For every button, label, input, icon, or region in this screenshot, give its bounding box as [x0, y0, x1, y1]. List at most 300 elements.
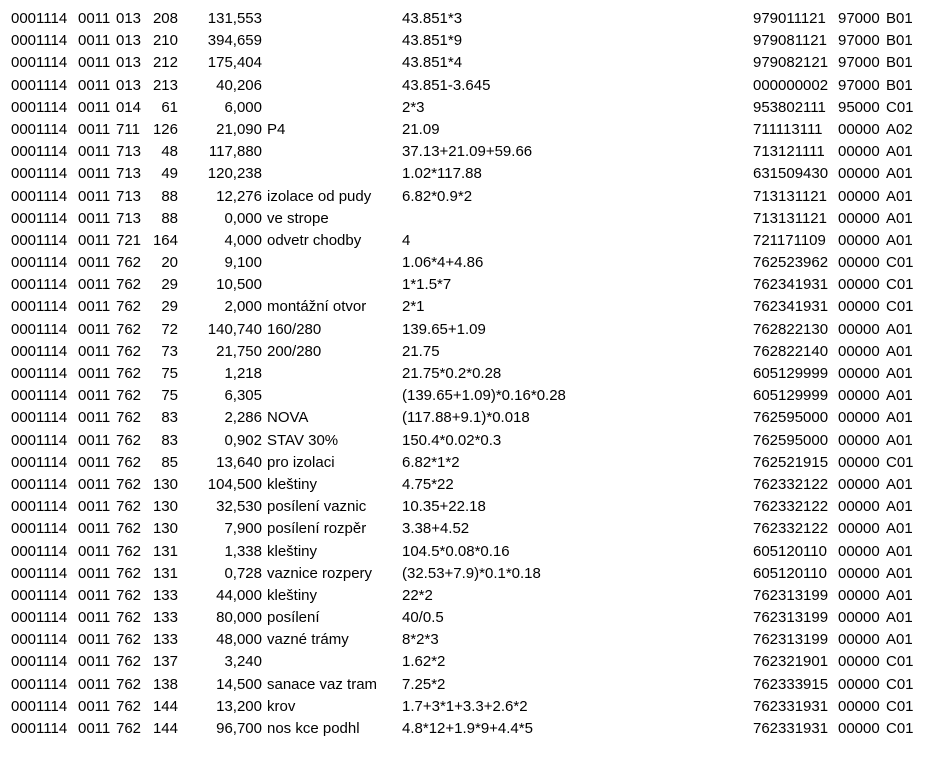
subcode: 00000: [838, 498, 880, 516]
catalog-code: 713131121: [753, 187, 827, 205]
subcode: 97000: [838, 10, 880, 27]
item-number: 126: [152, 120, 178, 138]
section-code: 0011: [78, 254, 111, 272]
section-code: 0011: [78, 76, 111, 94]
group-code: 762: [116, 298, 142, 316]
item-number: 133: [152, 609, 178, 627]
formula-text: 6.82*0.9*2: [402, 187, 473, 205]
table-row: [0, 319, 927, 341]
quantity-value: 2,000: [224, 298, 262, 316]
table-row: [0, 208, 927, 230]
table-row: [0, 452, 927, 474]
part-number: 0001114: [11, 498, 68, 516]
item-number: 212: [152, 54, 178, 72]
subcode: 00000: [838, 453, 880, 471]
catalog-code: 605120110: [753, 542, 827, 560]
part-number: 0001114: [11, 298, 68, 316]
formula-text: (139.65+1.09)*0.16*0.28: [402, 387, 566, 405]
note-text: odvetr chodby: [267, 231, 362, 249]
table-row: [0, 430, 927, 452]
note-text: P4: [267, 120, 286, 138]
subcode: 00000: [838, 276, 880, 294]
class-code: A01: [886, 409, 913, 427]
table-row: [0, 186, 927, 208]
group-code: 762: [116, 631, 142, 649]
class-code: C01: [886, 98, 914, 116]
catalog-code: 762595000: [753, 431, 829, 449]
group-code: 762: [116, 675, 142, 693]
section-code: 0011: [78, 653, 111, 671]
group-code: 762: [116, 498, 142, 516]
subcode: 00000: [838, 542, 880, 560]
catalog-code: 762331931: [753, 720, 829, 737]
quantity-value: 1,338: [224, 542, 262, 560]
section-code: 0011: [78, 387, 111, 405]
quantity-value: 48,000: [216, 631, 262, 649]
part-number: 0001114: [11, 342, 68, 360]
formula-text: 43.851*3: [402, 10, 463, 27]
catalog-code: 953802111: [753, 98, 826, 116]
table-row: [0, 607, 927, 629]
note-text: nos kce podhl: [267, 720, 360, 737]
group-code: 013: [116, 54, 142, 72]
catalog-code: 000000002: [753, 76, 829, 94]
subcode: 00000: [838, 431, 880, 449]
quantity-value: 1,218: [224, 365, 262, 382]
item-number: 48: [161, 143, 178, 161]
quantity-value: 40,206: [216, 76, 262, 94]
group-code: 013: [116, 32, 142, 50]
table-row: [0, 274, 927, 296]
table-row: [0, 75, 927, 97]
part-number: 0001114: [11, 653, 68, 671]
quantity-value: 104,500: [207, 475, 262, 493]
class-code: C01: [886, 276, 914, 294]
formula-text: (32.53+7.9)*0.1*0.18: [402, 564, 541, 582]
formula-text: 150.4*0.02*0.3: [402, 431, 502, 449]
part-number: 0001114: [11, 475, 68, 493]
quantity-value: 12,276: [216, 187, 262, 205]
catalog-code: 762332122: [753, 498, 829, 516]
note-text: 160/280: [267, 320, 322, 338]
catalog-code: 605129999: [753, 387, 829, 405]
class-code: C01: [886, 653, 914, 671]
class-code: A01: [886, 209, 913, 227]
quantity-value: 117,880: [208, 143, 262, 161]
item-number: 61: [161, 98, 178, 116]
item-number: 130: [152, 475, 178, 493]
formula-text: 43.851*4: [402, 54, 463, 72]
catalog-code: 713121111: [753, 143, 825, 161]
part-number: 0001114: [11, 631, 68, 649]
quantity-value: 120,238: [207, 165, 262, 183]
group-code: 762: [116, 475, 142, 493]
subcode: 00000: [838, 143, 880, 161]
class-code: C01: [886, 298, 914, 316]
formula-text: 1.62*2: [402, 653, 446, 671]
part-number: 0001114: [11, 276, 68, 294]
formula-text: 10.35+22.18: [402, 498, 486, 516]
section-code: 0011: [78, 120, 111, 138]
note-text: posílení: [267, 609, 320, 627]
group-code: 711: [116, 120, 140, 138]
quantity-value: 96,700: [216, 720, 262, 737]
note-text: vaznice rozpery: [267, 564, 373, 582]
subcode: 00000: [838, 609, 880, 627]
class-code: C01: [886, 675, 914, 693]
table-row: [0, 696, 927, 718]
group-code: 762: [116, 431, 142, 449]
group-code: 762: [116, 365, 142, 382]
group-code: 762: [116, 564, 142, 582]
table-row: [0, 651, 927, 673]
item-number: 210: [152, 32, 178, 50]
formula-text: 21.75*0.2*0.28: [402, 365, 502, 382]
item-number: 133: [152, 631, 178, 649]
section-code: 0011: [78, 409, 111, 427]
table-row: [0, 8, 927, 30]
section-code: 0011: [78, 276, 111, 294]
catalog-code: 762332122: [753, 475, 829, 493]
catalog-code: 762523962: [753, 254, 829, 272]
table-row: [0, 163, 927, 185]
note-text: kleštiny: [267, 542, 318, 560]
group-code: 014: [116, 98, 142, 116]
formula-text: 6.82*1*2: [402, 453, 460, 471]
catalog-code: 762341931: [753, 276, 829, 294]
quantity-value: 3,240: [224, 653, 262, 671]
table-row: [0, 629, 927, 651]
catalog-code: 762321901: [753, 653, 829, 671]
note-text: izolace od pudy: [267, 187, 372, 205]
class-code: A01: [886, 564, 913, 582]
class-code: A01: [886, 542, 913, 560]
quantity-value: 13,200: [216, 697, 262, 715]
quantity-value: 6,000: [224, 98, 262, 116]
catalog-code: 762313199: [753, 631, 829, 649]
class-code: C01: [886, 453, 914, 471]
note-text: STAV 30%: [267, 431, 339, 449]
subcode: 00000: [838, 520, 880, 538]
subcode: 00000: [838, 387, 880, 405]
quantity-value: 9,100: [224, 254, 262, 272]
part-number: 0001114: [11, 143, 68, 161]
group-code: 713: [116, 187, 142, 205]
part-number: 0001114: [11, 320, 68, 338]
item-number: 49: [161, 165, 178, 183]
section-code: 0011: [78, 697, 111, 715]
quantity-value: 140,740: [207, 320, 262, 338]
part-number: 0001114: [11, 675, 68, 693]
group-code: 713: [116, 209, 142, 227]
catalog-code: 762822140: [753, 342, 829, 360]
section-code: 0011: [78, 431, 111, 449]
part-number: 0001114: [11, 32, 68, 50]
quantity-value: 4,000: [224, 231, 262, 249]
catalog-code: 762822130: [753, 320, 829, 338]
subcode: 95000: [838, 98, 880, 116]
group-code: 762: [116, 542, 142, 560]
table-row: [0, 474, 927, 496]
formula-text: 7.25*2: [402, 675, 446, 693]
class-code: B01: [886, 32, 913, 50]
subcode: 00000: [838, 409, 880, 427]
formula-text: (117.88+9.1)*0.018: [402, 409, 530, 427]
table-row: [0, 385, 927, 407]
table-row: [0, 674, 927, 696]
item-number: 20: [161, 254, 178, 272]
part-number: 0001114: [11, 453, 68, 471]
item-number: 131: [152, 542, 178, 560]
section-code: 0011: [78, 32, 111, 50]
part-number: 0001114: [11, 209, 68, 227]
section-code: 0011: [78, 209, 111, 227]
item-number: 75: [161, 365, 178, 382]
quantity-value: 6,305: [224, 387, 262, 405]
note-text: kleštiny: [267, 475, 318, 493]
catalog-code: 762521915: [753, 453, 829, 471]
part-number: 0001114: [11, 586, 68, 604]
item-number: 83: [161, 431, 178, 449]
quantity-value: 14,500: [216, 675, 262, 693]
formula-text: 1.02*117.88: [402, 165, 482, 183]
formula-text: 104.5*0.08*0.16: [402, 542, 510, 560]
subcode: 00000: [838, 231, 880, 249]
item-number: 73: [161, 342, 178, 360]
section-code: 0011: [78, 320, 111, 338]
item-number: 133: [152, 586, 178, 604]
table-row: [0, 119, 927, 141]
subcode: 00000: [838, 342, 880, 360]
formula-text: 139.65+1.09: [402, 320, 486, 338]
item-number: 29: [161, 298, 178, 316]
item-number: 72: [161, 320, 178, 338]
section-code: 0011: [78, 475, 111, 493]
section-code: 0011: [78, 342, 111, 360]
class-code: A01: [886, 586, 913, 604]
quantity-value: 80,000: [216, 609, 262, 627]
catalog-code: 631509430: [753, 165, 829, 183]
formula-text: 43.851*9: [402, 32, 463, 50]
class-code: A01: [886, 143, 913, 161]
part-number: 0001114: [11, 520, 68, 538]
class-code: A01: [886, 498, 913, 516]
subcode: 00000: [838, 187, 880, 205]
subcode: 00000: [838, 320, 880, 338]
class-code: A02: [886, 120, 913, 138]
quantity-value: 394,659: [207, 32, 262, 50]
subcode: 97000: [838, 76, 880, 94]
quantity-value: 32,530: [216, 498, 262, 516]
catalog-code: 605120110: [753, 564, 827, 582]
item-number: 88: [161, 209, 178, 227]
section-code: 0011: [78, 498, 111, 516]
part-number: 0001114: [11, 98, 68, 116]
formula-text: 2*3: [402, 98, 425, 116]
catalog-code: 979011121: [753, 10, 826, 27]
group-code: 762: [116, 409, 142, 427]
section-code: 0011: [78, 564, 111, 582]
class-code: A01: [886, 631, 913, 649]
class-code: B01: [886, 54, 913, 72]
quantity-value: 21,090: [216, 120, 262, 138]
part-number: 0001114: [11, 187, 68, 205]
group-code: 013: [116, 76, 142, 94]
table-row: [0, 541, 927, 563]
class-code: C01: [886, 720, 914, 737]
class-code: B01: [886, 76, 913, 94]
catalog-code: 713131121: [753, 209, 827, 227]
subcode: 00000: [838, 165, 880, 183]
note-text: posílení vaznic: [267, 498, 367, 516]
note-text: sanace vaz tram: [267, 675, 378, 693]
section-code: 0011: [78, 187, 111, 205]
item-number: 138: [152, 675, 178, 693]
item-number: 85: [161, 453, 178, 471]
catalog-code: 762331931: [753, 697, 829, 715]
formula-text: 4: [402, 231, 411, 249]
table-row: [0, 252, 927, 274]
class-code: A01: [886, 431, 913, 449]
note-text: kleštiny: [267, 586, 318, 604]
part-number: 0001114: [11, 54, 68, 72]
subcode: 00000: [838, 120, 880, 138]
group-code: 721: [116, 231, 142, 249]
item-number: 88: [161, 187, 178, 205]
subcode: 97000: [838, 32, 880, 50]
item-number: 137: [152, 653, 178, 671]
class-code: A01: [886, 475, 913, 493]
subcode: 00000: [838, 475, 880, 493]
table-row: [0, 518, 927, 540]
note-text: krov: [267, 697, 296, 715]
formula-text: 2*1: [402, 298, 425, 316]
table-row: [0, 563, 927, 585]
subcode: 00000: [838, 254, 880, 272]
section-code: 0011: [78, 165, 111, 183]
section-code: 0011: [78, 98, 111, 116]
class-code: C01: [886, 697, 914, 715]
subcode: 00000: [838, 209, 880, 227]
catalog-code: 762341931: [753, 298, 829, 316]
section-code: 0011: [78, 231, 111, 249]
table-row: [0, 496, 927, 518]
formula-text: 43.851-3.645: [402, 76, 491, 94]
group-code: 762: [116, 276, 142, 294]
class-code: A01: [886, 387, 913, 405]
catalog-code: 762313199: [753, 609, 829, 627]
subcode: 00000: [838, 564, 880, 582]
group-code: 762: [116, 387, 142, 405]
section-code: 0011: [78, 365, 111, 382]
formula-text: 4.75*22: [402, 475, 454, 493]
class-code: A01: [886, 320, 913, 338]
part-number: 0001114: [11, 609, 68, 627]
class-code: A01: [886, 520, 913, 538]
section-code: 0011: [78, 298, 111, 316]
formula-text: 1.7+3*1+3.3+2.6*2: [402, 697, 528, 715]
quantity-value: 13,640: [216, 453, 262, 471]
catalog-code: 711113111: [753, 120, 823, 138]
subcode: 00000: [838, 298, 880, 316]
formula-text: 1*1.5*7: [402, 276, 452, 294]
table-row: [0, 363, 927, 385]
formula-text: 21.09: [402, 120, 440, 138]
item-number: 130: [152, 498, 178, 516]
formula-text: 3.38+4.52: [402, 520, 470, 538]
item-number: 213: [152, 76, 178, 94]
note-text: vazné trámy: [267, 631, 349, 649]
catalog-code: 762332122: [753, 520, 829, 538]
class-code: A01: [886, 187, 913, 205]
table-row: [0, 341, 927, 363]
part-number: 0001114: [11, 231, 68, 249]
group-code: 762: [116, 720, 142, 737]
item-number: 83: [161, 409, 178, 427]
section-code: 0011: [78, 143, 111, 161]
quantity-value: 7,900: [224, 520, 262, 538]
item-number: 130: [152, 520, 178, 538]
group-code: 762: [116, 254, 142, 272]
note-text: NOVA: [267, 409, 309, 427]
group-code: 762: [116, 342, 142, 360]
group-code: 762: [116, 320, 142, 338]
item-number: 131: [152, 564, 178, 582]
formula-text: 22*2: [402, 586, 433, 604]
section-code: 0011: [78, 54, 111, 72]
quantity-value: 0,000: [224, 209, 262, 227]
table-row: [0, 718, 927, 740]
group-code: 762: [116, 697, 142, 715]
subcode: 00000: [838, 586, 880, 604]
part-number: 0001114: [11, 564, 68, 582]
formula-text: 37.13+21.09+59.66: [402, 143, 533, 161]
class-code: A01: [886, 342, 913, 360]
subcode: 00000: [838, 720, 880, 737]
note-text: 200/280: [267, 342, 322, 360]
catalog-code: 762333915: [753, 675, 829, 693]
note-text: montážní otvor: [267, 298, 367, 316]
part-number: 0001114: [11, 120, 68, 138]
formula-text: 1.06*4+4.86: [402, 254, 484, 272]
table-row: [0, 407, 927, 429]
subcode: 00000: [838, 631, 880, 649]
table-row: [0, 230, 927, 252]
subcode: 00000: [838, 675, 880, 693]
catalog-code: 979081121: [753, 32, 827, 50]
data-listing: [0, 8, 927, 740]
catalog-code: 762313199: [753, 586, 829, 604]
formula-text: 8*2*3: [402, 631, 439, 649]
section-code: 0011: [78, 675, 111, 693]
item-number: 164: [152, 231, 178, 249]
table-row: [0, 141, 927, 163]
item-number: 144: [152, 720, 178, 737]
note-text: posílení rozpěr: [267, 520, 367, 538]
section-code: 0011: [78, 10, 111, 27]
section-code: 0011: [78, 609, 111, 627]
class-code: A01: [886, 231, 913, 249]
subcode: 00000: [838, 365, 880, 382]
formula-text: 4.8*12+1.9*9+4.4*5: [402, 720, 533, 737]
class-code: A01: [886, 165, 913, 183]
item-number: 144: [152, 697, 178, 715]
part-number: 0001114: [11, 720, 68, 737]
quantity-value: 0,728: [224, 564, 262, 582]
part-number: 0001114: [11, 387, 68, 405]
part-number: 0001114: [11, 365, 68, 382]
group-code: 762: [116, 653, 142, 671]
